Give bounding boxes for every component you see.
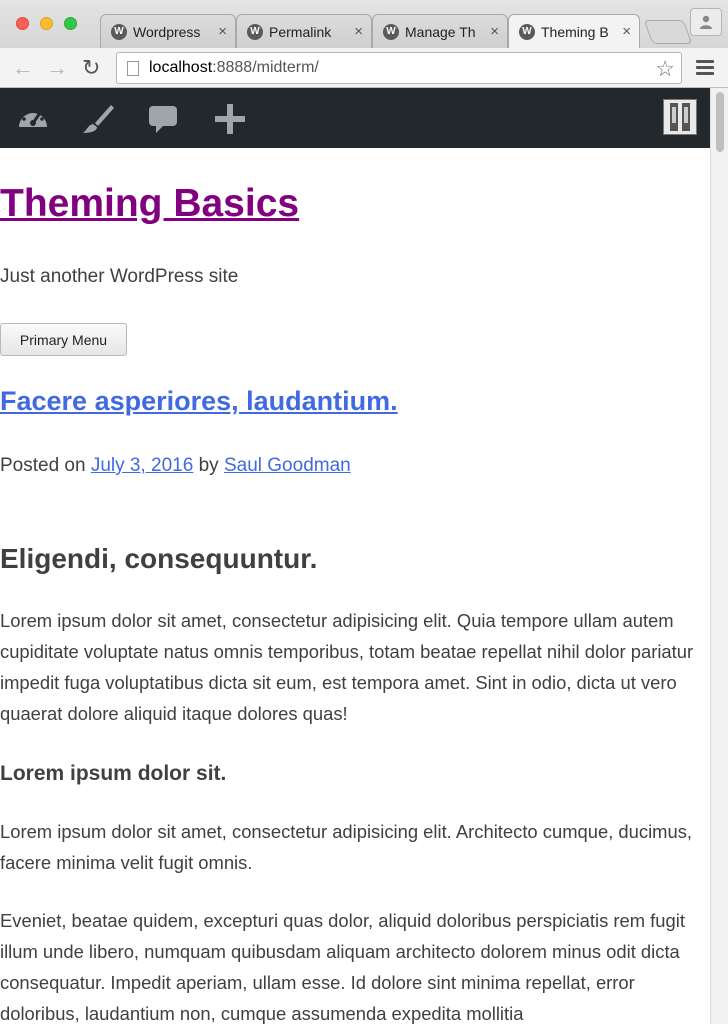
comments-icon[interactable] [146,102,180,136]
address-bar[interactable] [116,52,682,84]
browser-tab-wordpress[interactable] [100,14,236,48]
forward-arrow-icon[interactable]: → [46,55,68,80]
scrollbar-thumb[interactable] [716,92,724,152]
site-title-link[interactable]: Theming Basics [0,182,300,225]
post-meta [0,455,351,477]
tab-close-icon[interactable]: × [218,23,227,40]
tab-title: Theming B [541,23,609,40]
tab-title: Permalink [269,23,332,40]
new-tab-button[interactable] [644,20,693,44]
primary-menu-button[interactable]: Primary Menu [0,323,127,356]
browser-tab-bar [0,0,728,48]
post-date-link[interactable]: July 3, 2016 [90,455,194,476]
customize-brush-icon[interactable] [81,102,115,136]
tab-close-icon[interactable]: × [490,23,499,40]
window-close-button[interactable] [16,17,29,30]
post-paragraph: Lorem ipsum dolor sit amet, consectetur adipisicing elit. Quia tempore ullam autem cupiditate voluptate natus omnis temporibus, totam beatae repellat nihil dolor pariatur impedit fuga voluptatibus dicta sit eum, est tempora amet. Sint in odio, dicta ut vero quaerat dolore aliquid itaque dolores quas! [0,610,694,724]
post-paragraph: Eveniet, beatae quidem, excepturi quas dolor, aliquid doloribus perspiciatis rem fugit illum unde libero, numquam quibusdam aliquam architecto dolorem minus odit dicta consequatur. Impedit aperiam, ullam esse. Id dolore sint minima repellat, error doloribus, laudantium non, cumque assumenda expedita mollitia [0,910,685,1024]
back-arrow-icon[interactable]: ← [12,55,34,80]
post-title-link[interactable]: Facere asperiores, laudantium. [0,386,398,416]
wordpress-favicon-icon: W [111,24,127,40]
browser-toolbar [0,48,728,88]
tab-title: Manage Th [405,23,476,40]
url-host: localhost [149,59,213,76]
reload-icon[interactable]: ↻ [82,55,101,80]
page-icon [127,61,139,76]
url-text[interactable] [149,59,319,77]
site-tagline: Just another WordPress site [0,266,239,287]
by-label: by [198,455,219,476]
new-content-plus-icon[interactable] [213,102,247,136]
page-scrollbar[interactable] [710,88,728,1024]
tab-close-icon[interactable]: × [622,23,631,40]
bookmark-star-icon[interactable]: ☆ [655,56,675,81]
user-avatar[interactable] [663,99,697,135]
avatar-image [664,100,696,134]
post-author-link[interactable]: Saul Goodman [223,455,351,476]
browser-tab-theming-basics[interactable] [508,14,640,48]
window-zoom-button[interactable] [64,17,77,30]
browser-tab-manage-themes[interactable] [372,14,508,48]
wordpress-favicon-icon: W [519,24,535,40]
wordpress-favicon-icon: W [247,24,263,40]
post-subheading: Lorem ipsum dolor sit. [0,762,227,785]
posted-on-label: Posted on [0,455,86,476]
person-icon [698,14,714,30]
profile-button[interactable] [690,8,722,36]
wordpress-favicon-icon: W [383,24,399,40]
browser-tab-permalink[interactable] [236,14,372,48]
post-heading: Eligendi, consequuntur. [0,543,318,574]
post-paragraph: Lorem ipsum dolor sit amet, consectetur adipisicing elit. Architecto cumque, ducimus, facere minima velit fugit omnis. [0,821,693,873]
url-path: :8888/midterm/ [212,59,319,76]
window-minimize-button[interactable] [40,17,53,30]
wp-admin-bar [0,88,710,148]
dashboard-icon[interactable] [16,102,50,136]
browser-menu-icon[interactable] [696,60,714,78]
tab-close-icon[interactable]: × [354,23,363,40]
tab-title: Wordpress [133,23,201,40]
